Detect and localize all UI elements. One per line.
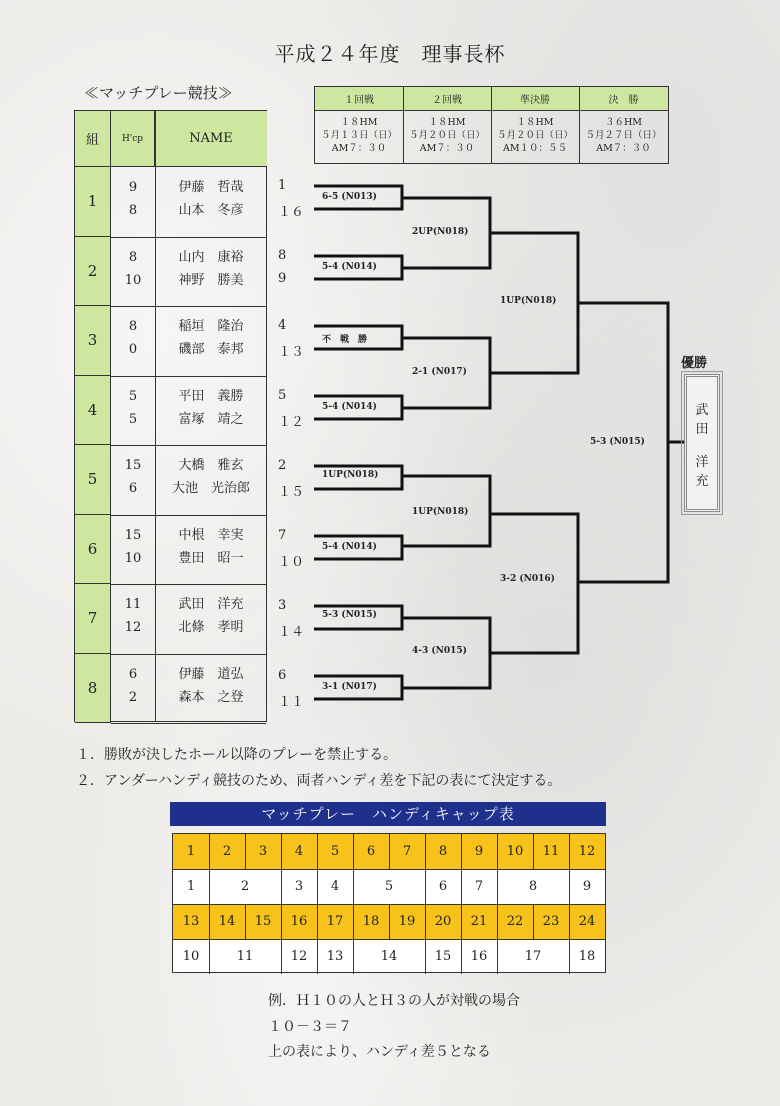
handicap-cell: 17: [326, 914, 344, 929]
player-hcp: 15: [124, 527, 142, 543]
handicap-diff-cell: 12: [290, 949, 308, 964]
player-name: 山内 康裕: [178, 249, 244, 265]
seed-number: 6: [278, 668, 287, 683]
handicap-cell: 21: [470, 914, 488, 929]
header-hcp: H'cp: [111, 111, 155, 167]
schedule-round: ２回戦: [403, 87, 491, 111]
handicap-diff-cell: 8: [528, 879, 538, 894]
winner-box: [684, 374, 720, 512]
handicap-diff-cell: 11: [236, 949, 254, 964]
col-divider: [281, 869, 282, 904]
competition-subtitle: ≪マッチプレー競技≫: [84, 84, 233, 102]
handicap-diff-cell: 2: [240, 879, 250, 894]
header-group: 組: [75, 111, 111, 167]
header-name: NAME: [155, 111, 267, 167]
col-divider: [353, 834, 354, 869]
winner-label: 優勝: [681, 356, 708, 371]
handicap-diff-cell: 9: [582, 879, 592, 894]
col-divider: [209, 834, 210, 869]
col-divider: [317, 869, 318, 904]
player-name: 中根 幸実: [178, 527, 244, 543]
example-line-2: １０－３＝７: [268, 1019, 352, 1035]
col-divider: [389, 834, 390, 869]
seed-number: 7: [278, 528, 287, 543]
handicap-cell: 8: [438, 844, 448, 859]
col-divider: [245, 834, 246, 869]
seed-number: １５: [278, 485, 305, 500]
col-divider: [353, 869, 354, 904]
handicap-diff-cell: 4: [330, 879, 340, 894]
handicap-cell: 4: [294, 844, 304, 859]
player-name: 武田 洋充: [178, 597, 244, 612]
handicap-diff-cell: 5: [384, 879, 394, 894]
schedule-holes: １８HM: [516, 117, 554, 128]
round1-result: 5-4 (N014): [322, 542, 377, 552]
handicap-cell: 16: [290, 914, 308, 929]
group-number: 8: [75, 654, 111, 724]
group-number: 3: [75, 306, 111, 376]
col-divider: [281, 904, 282, 939]
schedule-holes: ３６HM: [604, 117, 642, 128]
note-1: １．勝敗が決したホール以降のプレーを禁止する。: [76, 747, 398, 763]
player-name: 富塚 靖之: [178, 411, 244, 427]
group-number: 5: [75, 445, 111, 515]
note-2: ２．アンダーハンディ競技のため、両者ハンディ差を下記の表にて決定する。: [76, 773, 562, 789]
seed-number: 9: [278, 271, 287, 286]
col-divider: [569, 939, 570, 974]
schedule-time: AM１０：５５: [502, 143, 568, 154]
col-divider: [569, 904, 570, 939]
col-divider: [353, 939, 354, 974]
player-name: 稲垣 隆治: [178, 319, 244, 334]
handicap-diff-cell: 16: [470, 949, 488, 964]
round1-result: 5-4 (N014): [322, 402, 377, 412]
seed-number: 5: [278, 388, 287, 403]
col-divider: [281, 939, 282, 974]
schedule-time: AM７：３０: [596, 143, 651, 154]
round2-result: 2-1 (N017): [412, 367, 467, 377]
player-name: 伊藤 哲哉: [178, 180, 244, 195]
handicap-diff-cell: 3: [294, 879, 304, 894]
winner-char: 田: [695, 422, 709, 437]
col-divider: [209, 939, 210, 974]
seed-number: 4: [278, 318, 287, 333]
round1-result: 5-4 (N014): [322, 262, 377, 272]
col-divider: [497, 834, 498, 869]
col-divider: [209, 869, 210, 904]
schedule-round: １回戦: [315, 87, 403, 111]
player-name: 大池 光治郎: [171, 481, 250, 496]
seed-number: １２: [278, 415, 305, 430]
round1-result: 6-5 (N013): [322, 192, 377, 202]
handicap-diff-cell: 1: [186, 879, 196, 894]
player-hcp: 8: [128, 319, 138, 334]
group-number: 4: [75, 376, 111, 446]
schedule-holes: １８HM: [428, 117, 466, 128]
player-hcp: 10: [124, 272, 142, 288]
group-number: 7: [75, 584, 111, 654]
seed-number: １３: [278, 345, 305, 360]
player-name: 磯部 泰邦: [178, 342, 244, 357]
winner-char: 充: [695, 474, 709, 489]
example-line-3: 上の表により、ハンディ差５となる: [268, 1044, 491, 1060]
page-title: 平成２４年度 理事長杯: [274, 42, 506, 66]
player-hcp: 6: [128, 481, 138, 496]
handicap-table-title: マッチプレー ハンディキャップ表: [170, 802, 606, 826]
handicap-diff-cell: 10: [182, 949, 200, 964]
winner-name: [687, 401, 717, 491]
round1-result: 5-3 (N015): [322, 610, 377, 620]
schedule-date: ５月２０日（日）: [408, 130, 485, 141]
col-divider: [353, 904, 354, 939]
col-divider: [461, 904, 462, 939]
seed-number: 2: [278, 458, 287, 473]
player-hcp: 2: [128, 689, 138, 705]
seed-number: 1: [278, 178, 287, 193]
handicap-diff-cell: 14: [380, 949, 398, 964]
col-divider: [569, 869, 570, 904]
player-hcp: 12: [124, 620, 142, 635]
schedule-date: ５月１３日（日）: [320, 130, 397, 141]
schedule-date: ５月２７日（日）: [585, 130, 662, 141]
handicap-cell: 11: [542, 844, 560, 859]
col-divider: [497, 869, 498, 904]
player-hcp: 6: [128, 666, 138, 682]
player-name: 北條 孝明: [178, 620, 244, 635]
player-name: 山本 冬彦: [178, 203, 244, 218]
round3-result: 3-2 (N016): [500, 574, 555, 584]
seed-number: １４: [278, 625, 305, 640]
col-divider: [461, 834, 462, 869]
handicap-cell: 7: [402, 844, 412, 859]
player-hcp: 9: [128, 180, 138, 195]
col-divider: [281, 834, 282, 869]
col-divider: [497, 939, 498, 974]
handicap-cell: 24: [578, 914, 596, 929]
player-hcp: 8: [128, 203, 138, 218]
example-line-1: 例．Ｈ１０の人とＨ３の人が対戦の場合: [268, 993, 520, 1009]
player-hcp: 11: [124, 597, 142, 612]
handicap-diff-cell: 6: [438, 879, 448, 894]
seed-number: １１: [278, 695, 305, 710]
player-hcp: 5: [128, 411, 138, 427]
handicap-diff-cell: 13: [326, 949, 344, 964]
schedule-round: 準決勝: [491, 87, 579, 111]
handicap-cell: 12: [578, 844, 596, 859]
player-hcp: 15: [124, 458, 142, 473]
col-divider: [497, 904, 498, 939]
player-name: 森本 之登: [178, 689, 244, 705]
col-divider: [425, 869, 426, 904]
player-name: 豊田 昭一: [178, 550, 244, 566]
group-number: 1: [75, 167, 111, 237]
handicap-cell: 10: [506, 844, 524, 859]
handicap-cell: 2: [222, 844, 232, 859]
seed-number: １０: [278, 555, 305, 570]
final-result: 5-3 (N015): [590, 437, 645, 447]
group-number: 6: [75, 515, 111, 585]
round2-result: 4-3 (N015): [412, 646, 467, 656]
col-divider: [317, 939, 318, 974]
col-divider: [425, 834, 426, 869]
player-hcp: 0: [128, 342, 138, 357]
player-name: 伊藤 道弘: [178, 666, 244, 682]
round2-result: 2UP(N018): [412, 227, 469, 237]
player-hcp: 8: [128, 249, 138, 265]
round1-result: 1UP(N018): [322, 470, 379, 480]
handicap-cell: 20: [434, 914, 452, 929]
player-name: 神野 勝美: [178, 272, 244, 288]
winner-char: 洋: [695, 455, 709, 470]
handicap-cell: 5: [330, 844, 340, 859]
col-divider: [461, 869, 462, 904]
col-divider: [209, 904, 210, 939]
handicap-cell: 22: [506, 914, 524, 929]
col-divider: [425, 939, 426, 974]
handicap-cell: 18: [362, 914, 380, 929]
schedule-round: 決 勝: [579, 87, 668, 111]
handicap-cell: 6: [366, 844, 376, 859]
col-divider: [533, 904, 534, 939]
player-name: 大橋 雅玄: [178, 458, 244, 473]
col-divider: [317, 834, 318, 869]
round1-result: 不 戦 勝: [322, 335, 368, 345]
col-divider: [461, 939, 462, 974]
handicap-cell: 13: [182, 914, 200, 929]
schedule-date: ５月２０日（日）: [496, 130, 573, 141]
round1-result: 3-1 (N017): [322, 682, 377, 692]
schedule-holes: １８HM: [340, 117, 378, 128]
col-divider: [317, 904, 318, 939]
handicap-cell: 3: [258, 844, 268, 859]
col-divider: [425, 904, 426, 939]
schedule-time: AM７：３０: [419, 143, 475, 154]
handicap-cell: 23: [542, 914, 560, 929]
seed-number: 3: [278, 598, 287, 613]
winner-char: 武: [695, 403, 709, 418]
group-number: 2: [75, 237, 111, 307]
col-divider: [533, 834, 534, 869]
schedule-time: AM７：３０: [331, 143, 387, 154]
seed-number: １６: [278, 205, 305, 220]
round3-result: 1UP(N018): [500, 296, 557, 306]
player-hcp: 5: [128, 388, 138, 404]
handicap-table: [172, 833, 606, 973]
handicap-diff-cell: 15: [434, 949, 452, 964]
col-divider: [245, 904, 246, 939]
handicap-cell: 9: [474, 844, 484, 859]
handicap-cell: 1: [186, 844, 196, 859]
round2-result: 1UP(N018): [412, 507, 469, 517]
col-divider: [389, 904, 390, 939]
handicap-cell: 15: [254, 914, 272, 929]
handicap-cell: 19: [398, 914, 416, 929]
handicap-diff-cell: 18: [578, 949, 596, 964]
seed-number: 8: [278, 248, 287, 263]
handicap-diff-cell: 7: [474, 879, 484, 894]
player-hcp: 10: [124, 550, 142, 566]
player-name: 平田 義勝: [178, 388, 244, 404]
col-divider: [569, 834, 570, 869]
handicap-diff-cell: 17: [524, 949, 542, 964]
handicap-cell: 14: [218, 914, 236, 929]
